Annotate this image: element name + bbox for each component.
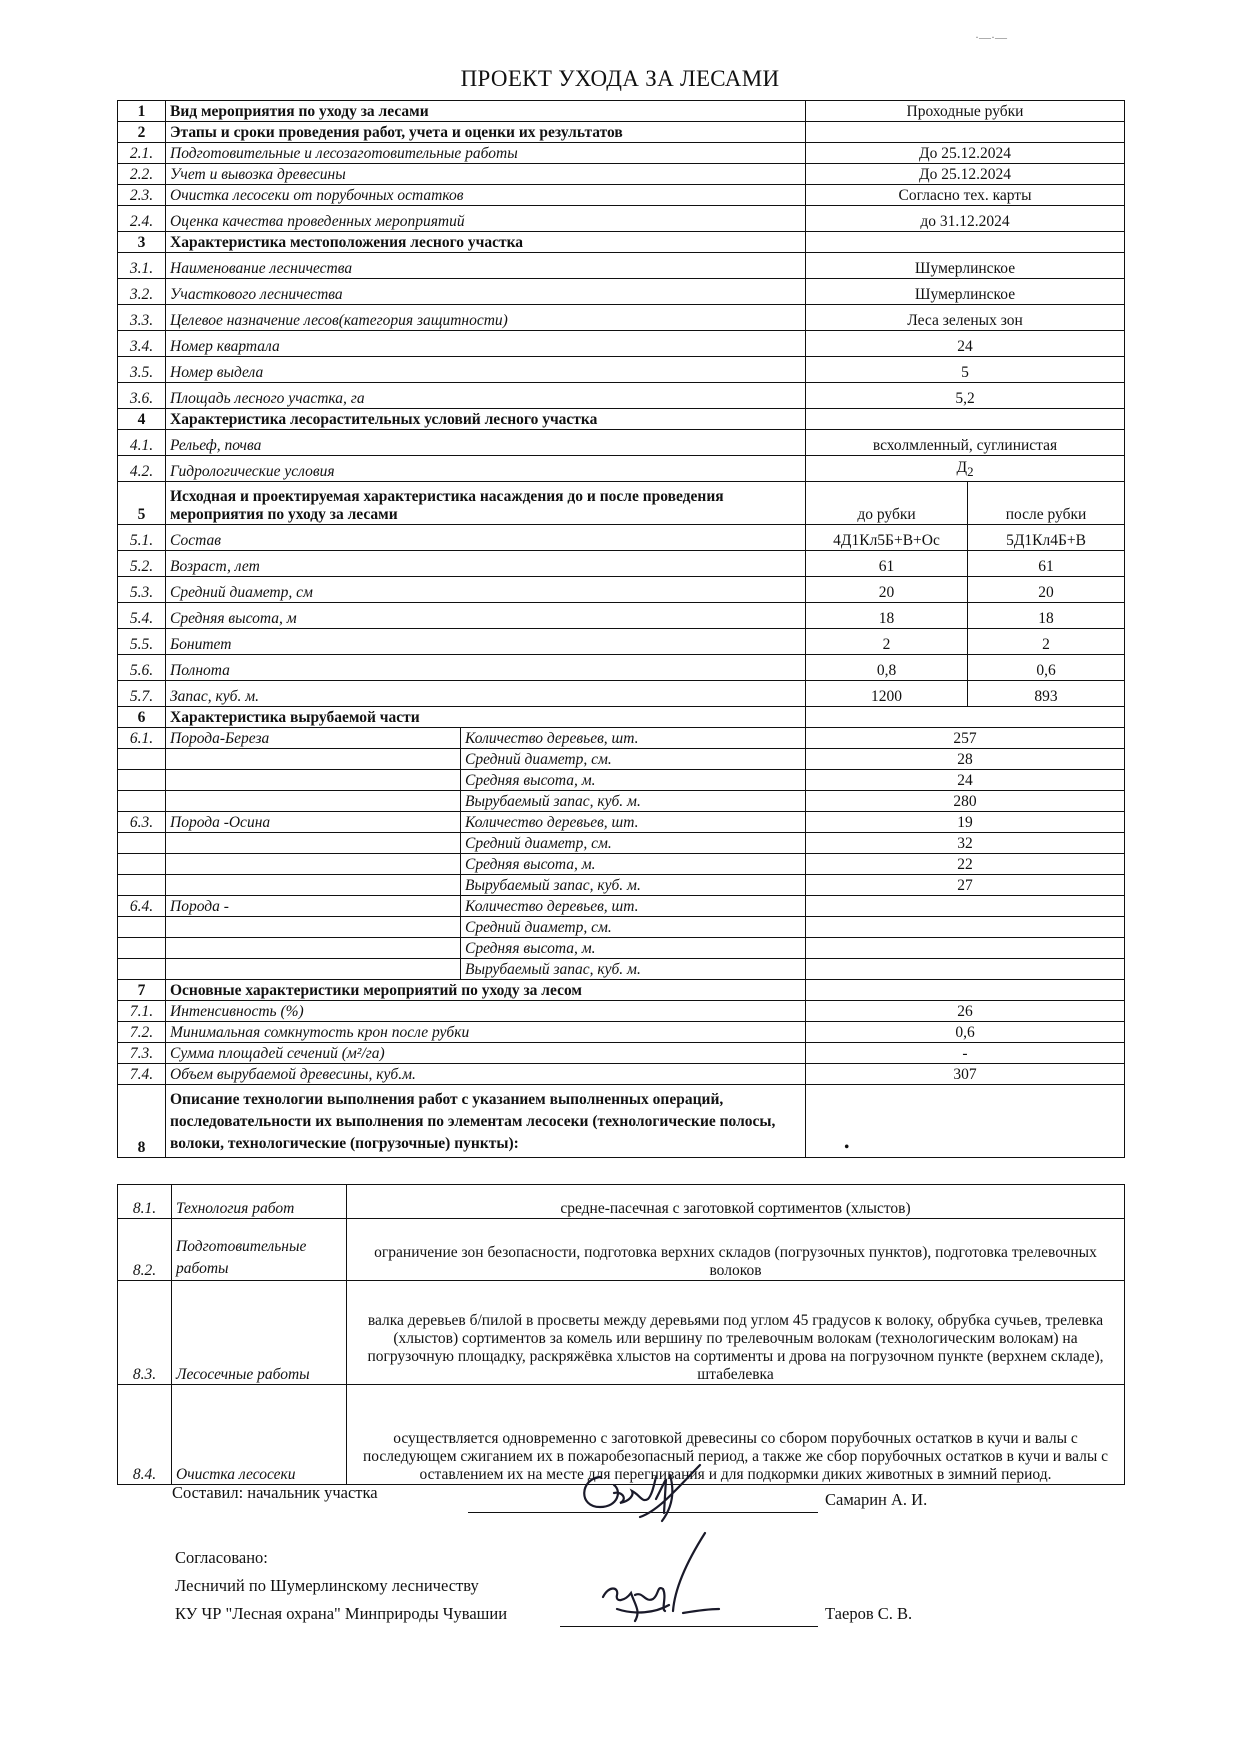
table-row — [118, 896, 1125, 917]
table-row — [118, 430, 1125, 456]
table-row — [118, 629, 1125, 655]
value-after: 18 — [968, 603, 1125, 629]
table-row — [118, 875, 1125, 896]
species-label — [166, 875, 461, 896]
table-row — [118, 551, 1125, 577]
table-row — [118, 749, 1125, 770]
row-number: 4.2. — [118, 456, 166, 482]
table-row — [118, 409, 1125, 430]
value-before: 61 — [806, 551, 968, 577]
species-label — [166, 959, 461, 980]
value-after: 2 — [968, 629, 1125, 655]
row-value: До 25.12.2024 — [806, 143, 1125, 164]
parameter-value — [806, 917, 1125, 938]
row-number: 6.4. — [118, 896, 166, 917]
value-before: 20 — [806, 577, 968, 603]
parameter-value: 27 — [806, 875, 1125, 896]
document-title: ПРОЕКТ УХОДА ЗА ЛЕСАМИ — [460, 66, 780, 91]
row-value: ограничение зон безопасности, подготовка верхних складов (погрузочных пунктов), подготовка трелевочных волоков — [347, 1219, 1125, 1281]
section-header: Этапы и сроки проведения работ, учета и оценки их результатов — [166, 122, 806, 143]
table-row — [118, 383, 1125, 409]
row-number: 6 — [118, 707, 166, 728]
table-row — [118, 331, 1125, 357]
table-row — [118, 164, 1125, 185]
row-number: 7 — [118, 980, 166, 1001]
parameter-label: Средний диаметр, см. — [461, 749, 806, 770]
row-label: Очистка лесосеки — [172, 1385, 347, 1485]
parameter-value: 32 — [806, 833, 1125, 854]
value-before: 0,8 — [806, 655, 968, 681]
table-row — [118, 232, 1125, 253]
parameter-label: Количество деревьев, шт. — [461, 812, 806, 833]
value-after: 893 — [968, 681, 1125, 707]
row-value — [806, 980, 1125, 1001]
row-label: Номер выдела — [166, 357, 806, 383]
table-row — [118, 938, 1125, 959]
row-number: 2 — [118, 122, 166, 143]
top-corner-mark: ·—·— — [975, 30, 1007, 44]
parameter-value — [806, 959, 1125, 980]
row-number: 8 — [118, 1085, 166, 1158]
row-number: 5.5. — [118, 629, 166, 655]
table-row — [118, 456, 1125, 482]
parameter-value: 257 — [806, 728, 1125, 749]
species-label — [166, 854, 461, 875]
species-label — [166, 749, 461, 770]
parameter-label: Средний диаметр, см. — [461, 833, 806, 854]
table-row — [118, 525, 1125, 551]
row-number: 5 — [118, 482, 166, 525]
row-label: Подготовительные работы — [172, 1219, 347, 1281]
table-row — [118, 482, 1125, 525]
parameter-value: 24 — [806, 770, 1125, 791]
table-row — [118, 959, 1125, 980]
value-before: 1200 — [806, 681, 968, 707]
row-value: 5,2 — [806, 383, 1125, 409]
row-value: 26 — [806, 1001, 1125, 1022]
parameter-value: 19 — [806, 812, 1125, 833]
table-row — [118, 603, 1125, 629]
row-number: 5.6. — [118, 655, 166, 681]
table-row — [118, 577, 1125, 603]
row-number — [118, 854, 166, 875]
table-row — [118, 917, 1125, 938]
value-before: 18 — [806, 603, 968, 629]
row-label: Вид мероприятия по уходу за лесами — [166, 101, 806, 122]
technology-table — [117, 1184, 1125, 1485]
row-number — [118, 938, 166, 959]
row-label: Рельеф, почва — [166, 430, 806, 456]
row-number: 4 — [118, 409, 166, 430]
composed-by-label: Составил: начальник участка — [172, 1483, 378, 1502]
row-label: Площадь лесного участка, га — [166, 383, 806, 409]
parameter-label: Количество деревьев, шт. — [461, 728, 806, 749]
table-row — [118, 1022, 1125, 1043]
row-value: средне-пасечная с заготовкой сортиментов (хлыстов) — [347, 1185, 1125, 1219]
row-label: Возраст, лет — [166, 551, 806, 577]
row-number: 8.3. — [118, 1281, 172, 1385]
row-number: 5.3. — [118, 577, 166, 603]
row-value: Леса зеленых зон — [806, 305, 1125, 331]
value-before: 4Д1Кл5Б+В+Ос — [806, 525, 968, 551]
table-row — [118, 279, 1125, 305]
row-number — [118, 833, 166, 854]
species-label — [166, 770, 461, 791]
row-number: 3.3. — [118, 305, 166, 331]
row-number — [118, 749, 166, 770]
table-row — [118, 854, 1125, 875]
row-number: 2.1. — [118, 143, 166, 164]
row-label: Минимальная сомкнутость крон после рубки — [166, 1022, 806, 1043]
row-number: 6.1. — [118, 728, 166, 749]
row-value: • — [806, 1085, 1125, 1158]
row-label: Учет и вывозка древесины — [166, 164, 806, 185]
parameter-value: 22 — [806, 854, 1125, 875]
row-number: 2.3. — [118, 185, 166, 206]
parameter-label: Вырубаемый запас, куб. м. — [461, 791, 806, 812]
row-number: 7.2. — [118, 1022, 166, 1043]
row-number — [118, 791, 166, 812]
row-value: 5 — [806, 357, 1125, 383]
row-number — [118, 770, 166, 791]
row-value — [806, 122, 1125, 143]
species-label — [166, 833, 461, 854]
row-number: 3.6. — [118, 383, 166, 409]
row-number: 7.3. — [118, 1043, 166, 1064]
row-number: 2.2. — [118, 164, 166, 185]
row-number: 3 — [118, 232, 166, 253]
row-number: 8.4. — [118, 1385, 172, 1485]
row-value — [806, 456, 1125, 482]
species-label — [166, 791, 461, 812]
table-row — [118, 707, 1125, 728]
section-header: Описание технологии выполнения работ с указанием выполненных операций, последовательности их выполнения по элементам лесосеки (технологические полосы, волоки, технологические (погрузочные) пункты): — [166, 1085, 806, 1158]
row-number — [118, 875, 166, 896]
row-label: Объем вырубаемой древесины, куб.м. — [166, 1064, 806, 1085]
row-label: Средняя высота, м — [166, 603, 806, 629]
row-value: осуществляется одновременно с заготовкой древесины со сбором порубочных остатков в кучи и валы с последующем сжиганием их в пожаробезопасный период, а также же сбор порубочных остатков в кучи и валы с оставлением их на месте для перегнивания и для подкормки диких животных в зимний период. — [347, 1385, 1125, 1485]
row-number: 8.2. — [118, 1219, 172, 1281]
row-number: 4.1. — [118, 430, 166, 456]
row-label: Оценка качества проведенных мероприятий — [166, 206, 806, 232]
table-row — [118, 681, 1125, 707]
row-value: 24 — [806, 331, 1125, 357]
value-after: 0,6 — [968, 655, 1125, 681]
row-value: - — [806, 1043, 1125, 1064]
row-label: Бонитет — [166, 629, 806, 655]
forester-name: Таеров С. В. — [825, 1604, 913, 1623]
row-value — [806, 707, 1125, 728]
forester-position: Лесничий по Шумерлинскому лесничеству — [175, 1576, 479, 1595]
row-value: До 25.12.2024 — [806, 164, 1125, 185]
value-after: 20 — [968, 577, 1125, 603]
parameter-label: Вырубаемый запас, куб. м. — [461, 875, 806, 896]
row-label: Наименование лесничества — [166, 253, 806, 279]
row-label: Очистка лесосеки от порубочных остатков — [166, 185, 806, 206]
row-value: Согласно тех. карты — [806, 185, 1125, 206]
hydro-value-subscript: 2 — [967, 464, 974, 479]
row-number: 5.7. — [118, 681, 166, 707]
agreed-label: Согласовано: — [175, 1548, 268, 1567]
row-number: 2.4. — [118, 206, 166, 232]
section-header: Основные характеристики мероприятий по уходу за лесом — [166, 980, 806, 1001]
row-number — [118, 917, 166, 938]
row-label: Целевое назначение лесов(категория защитности) — [166, 305, 806, 331]
table-row — [118, 1001, 1125, 1022]
row-number: 1 — [118, 101, 166, 122]
row-value: Проходные рубки — [806, 101, 1125, 122]
table-row — [118, 101, 1125, 122]
parameter-label: Средняя высота, м. — [461, 770, 806, 791]
forest-care-project-table — [117, 100, 1125, 1158]
table-row — [118, 253, 1125, 279]
row-label: Лесосечные работы — [172, 1281, 347, 1385]
column-after-cut: после рубки — [968, 482, 1125, 525]
table-row — [118, 206, 1125, 232]
column-before-cut: до рубки — [806, 482, 968, 525]
row-value: Шумерлинское — [806, 253, 1125, 279]
row-number — [118, 959, 166, 980]
species-label: Порода -Осина — [166, 812, 461, 833]
row-value: 307 — [806, 1064, 1125, 1085]
table-row — [118, 812, 1125, 833]
row-value: валка деревьев б/пилой в просветы между деревьями под углом 45 градусов к волоку, обрубка сучьев, трелевка (хлыстов) сортиментов за комель или вершину по трелевочным волокам (технологическим волокам) на погрузочную площадку, раскряжёвка хлыстов на сортименты и дрова на погрузочном пункте (верхнем складе), штабелевка — [347, 1281, 1125, 1385]
row-label: Средний диаметр, см — [166, 577, 806, 603]
value-before: 2 — [806, 629, 968, 655]
value-after: 61 — [968, 551, 1125, 577]
parameter-label: Средний диаметр, см. — [461, 917, 806, 938]
row-label: Гидрологические условия — [166, 456, 806, 482]
row-label: Номер квартала — [166, 331, 806, 357]
table-row — [118, 770, 1125, 791]
row-number: 3.1. — [118, 253, 166, 279]
table-row — [118, 1064, 1125, 1085]
value-after: 5Д1Кл4Б+В — [968, 525, 1125, 551]
row-value: всхолмленный, суглинистая — [806, 430, 1125, 456]
row-number: 8.1. — [118, 1185, 172, 1219]
row-number: 5.4. — [118, 603, 166, 629]
hydro-value: Д — [956, 458, 968, 476]
table-row — [118, 791, 1125, 812]
table-row — [118, 1043, 1125, 1064]
section-header: Характеристика лесорастительных условий лесного участка — [166, 409, 806, 430]
table-row — [118, 357, 1125, 383]
row-label: Состав — [166, 525, 806, 551]
table-row — [118, 980, 1125, 1001]
row-label: Полнота — [166, 655, 806, 681]
table-row — [118, 1085, 1125, 1158]
parameter-value: 28 — [806, 749, 1125, 770]
species-label: Порода - — [166, 896, 461, 917]
table-row — [118, 655, 1125, 681]
species-label: Порода-Береза — [166, 728, 461, 749]
row-number: 7.1. — [118, 1001, 166, 1022]
parameter-value: 280 — [806, 791, 1125, 812]
row-label: Подготовительные и лесозаготовительные работы — [166, 143, 806, 164]
table-row — [118, 143, 1125, 164]
table-row — [118, 833, 1125, 854]
row-value: 0,6 — [806, 1022, 1125, 1043]
parameter-label: Вырубаемый запас, куб. м. — [461, 959, 806, 980]
parameter-label: Количество деревьев, шт. — [461, 896, 806, 917]
row-label: Запас, куб. м. — [166, 681, 806, 707]
section-header: Характеристика местоположения лесного участка — [166, 232, 806, 253]
row-number: 7.4. — [118, 1064, 166, 1085]
table-row — [118, 728, 1125, 749]
composed-by-name: Самарин А. И. — [825, 1490, 928, 1509]
table-row — [118, 1219, 1125, 1281]
section-header: Характеристика вырубаемой части — [166, 707, 806, 728]
parameter-label: Средняя высота, м. — [461, 938, 806, 959]
parameter-value — [806, 896, 1125, 917]
table-row — [118, 1185, 1125, 1219]
row-label: Технология работ — [172, 1185, 347, 1219]
row-value: до 31.12.2024 — [806, 206, 1125, 232]
row-label: Интенсивность (%) — [166, 1001, 806, 1022]
parameter-label: Средняя высота, м. — [461, 854, 806, 875]
row-label: Участкового лесничества — [166, 279, 806, 305]
row-number: 3.4. — [118, 331, 166, 357]
row-number: 3.2. — [118, 279, 166, 305]
species-label — [166, 938, 461, 959]
row-value — [806, 232, 1125, 253]
table-row — [118, 185, 1125, 206]
forester-organization: КУ ЧР "Лесная охрана" Минприроды Чувашии — [175, 1604, 508, 1623]
row-value: Шумерлинское — [806, 279, 1125, 305]
row-label: Сумма площадей сечений (м²/га) — [166, 1043, 806, 1064]
row-number: 3.5. — [118, 357, 166, 383]
table-row — [118, 305, 1125, 331]
row-number: 6.3. — [118, 812, 166, 833]
row-number: 5.2. — [118, 551, 166, 577]
species-label — [166, 917, 461, 938]
row-number: 5.1. — [118, 525, 166, 551]
parameter-value — [806, 938, 1125, 959]
row-value — [806, 409, 1125, 430]
table-row — [118, 122, 1125, 143]
section-header: Исходная и проектируемая характеристика насаждения до и после проведения мероприятия по уходу за лесами — [166, 482, 806, 525]
table-row — [118, 1281, 1125, 1385]
